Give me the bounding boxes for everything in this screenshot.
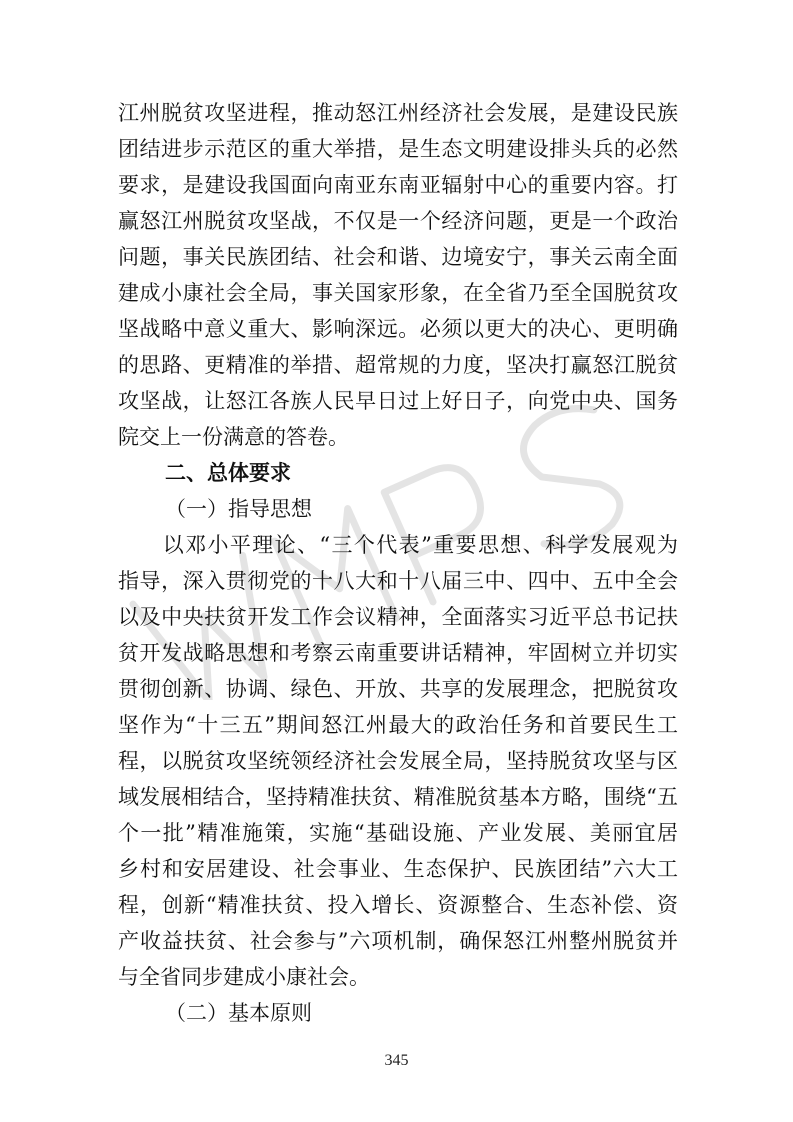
subheading-basic-principles: （二）基本原则: [165, 1001, 312, 1025]
paragraph-line: 建成小康社会全局，事关国家形象，在全省乃至全国脱贫攻: [118, 281, 678, 305]
paragraph-line: 程，创新“精准扶贫、投入增长、资源整合、生态补偿、资: [118, 893, 678, 917]
paragraph-line: 域发展相结合，坚持精准扶贫、精准脱贫基本方略，围绕“五: [118, 785, 678, 809]
paragraph-line: 个一批”精准施策，实施“基础设施、产业发展、美丽宜居: [118, 821, 678, 845]
paragraph-line: 赢怒江州脱贫攻坚战，不仅是一个经济问题，更是一个政治: [118, 209, 678, 233]
paragraph-line: 贯彻创新、协调、绿色、开放、共享的发展理念，把脱贫攻: [118, 677, 678, 701]
paragraph-line: 程，以脱贫攻坚统领经济社会发展全局，坚持脱贫攻坚与区: [118, 749, 678, 773]
paragraph-line: 院交上一份满意的答卷。: [118, 425, 349, 449]
paragraph-line: 的思路、更精准的举措、超常规的力度，坚决打赢怒江脱贫: [118, 353, 678, 377]
paragraph-line: 乡村和安居建设、社会事业、生态保护、民族团结”六大工: [118, 857, 678, 881]
paragraph-line: 坚战略中意义重大、影响深远。必须以更大的决心、更明确: [118, 317, 678, 341]
paragraph-line: 攻坚战，让怒江各族人民早日过上好日子，向党中央、国务: [118, 389, 678, 413]
paragraph-line: 与全省同步建成小康社会。: [118, 965, 370, 989]
paragraph-line: 团结进步示范区的重大举措，是生态文明建设排头兵的必然: [118, 137, 678, 161]
subheading-guiding-ideology: （一）指导思想: [165, 497, 312, 521]
paragraph-line: 要求，是建设我国面向南亚东南亚辐射中心的重要内容。打: [118, 173, 678, 197]
section-heading: 二、总体要求: [165, 461, 291, 485]
paragraph-line: 问题，事关民族团结、社会和谐、边境安宁，事关云南全面: [118, 245, 678, 269]
paragraph-line: 指导，深入贯彻党的十八大和十八届三中、四中、五中全会: [118, 569, 678, 593]
paragraph-line: 坚作为“十三五”期间怒江州最大的政治任务和首要民生工: [118, 713, 678, 737]
paragraph-line: 江州脱贫攻坚进程，推动怒江州经济社会发展，是建设民族: [118, 101, 678, 125]
page-number: 345: [384, 1052, 409, 1069]
paragraph-line: 以邓小平理论、“三个代表”重要思想、科学发展观为: [118, 533, 678, 557]
paragraph-line: 以及中央扶贫开发工作会议精神，全面落实习近平总书记扶: [118, 605, 678, 629]
paragraph-line: 贫开发战略思想和考察云南重要讲话精神，牢固树立并切实: [118, 641, 678, 665]
paragraph-line: 产收益扶贫、社会参与”六项机制，确保怒江州整州脱贫并: [118, 929, 678, 953]
